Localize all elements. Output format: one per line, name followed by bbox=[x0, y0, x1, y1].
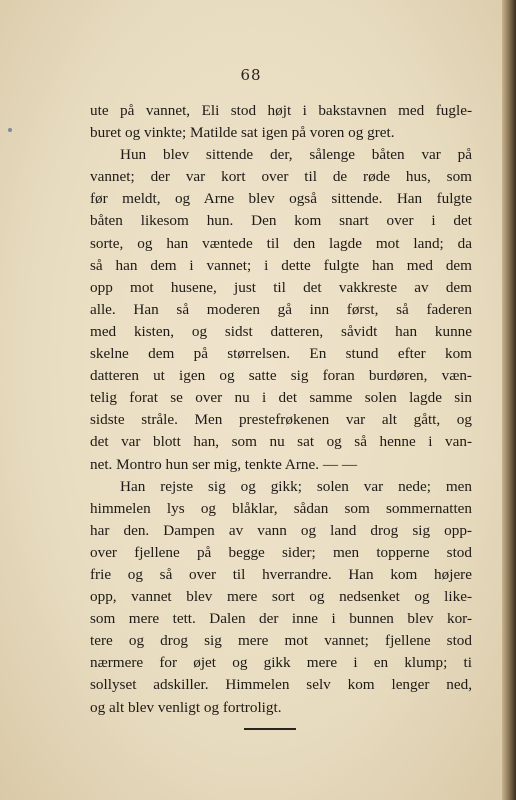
paragraph bbox=[90, 476, 472, 719]
text-line: sorte, og han væntede til den lagde mot land; da bbox=[90, 234, 472, 252]
text-line: ute på vannet, Eli stod højt i bakstavnen med fugle- bbox=[90, 102, 472, 119]
text-line: sidste stråle. Men prestefrøkenen var alt gått, og bbox=[90, 411, 472, 429]
text-line: det var blott han, som nu sat og så henne i van- bbox=[90, 433, 472, 451]
text-line: tere og drog sig mere mot vannet; fjellene stod bbox=[90, 632, 472, 650]
text-line: med kisten, og sidst datteren, såvidt han kunne bbox=[90, 322, 472, 340]
text-line: buret og vinkte; Matilde sat igen på voren og gret. bbox=[90, 124, 395, 142]
text-line: vannet; der var kort over til de røde hus, som bbox=[90, 168, 472, 186]
text-line: før meldt, og Arne blev også sittende. Han fulgte bbox=[90, 190, 472, 208]
text-line: skelne dem på størrelsen. En stund efter kom bbox=[90, 345, 472, 363]
text-line: sollyset adskiller. Himmelen selv kom lenger ned, bbox=[90, 676, 472, 694]
page-edge-shadow bbox=[502, 0, 516, 800]
text-line: datteren ut igen og satte sig foran burdøren, væn- bbox=[90, 367, 472, 385]
text-line: og alt blev venligt og fortroligt. bbox=[90, 698, 282, 716]
text-line: båten likesom hun. Den kom snart over i det bbox=[90, 212, 472, 230]
text-line: net. Montro hun ser mig, tenkte Arne. — — bbox=[90, 455, 358, 473]
text-line: har den. Dampen av vann og land drog sig opp- bbox=[90, 521, 472, 539]
text-line: telig forat se over nu i det samme solen lagde sin bbox=[90, 389, 472, 407]
section-divider bbox=[244, 728, 296, 730]
text-line: opp mot husene, just til det vakkreste av dem bbox=[90, 278, 472, 296]
paragraph bbox=[90, 100, 472, 144]
text-line: himmelen lys og blåklar, sådan som sommernatten bbox=[90, 499, 472, 517]
text-line: nærmere for øjet og gikk mere i en klump; ti bbox=[90, 654, 472, 672]
text-line: frie og så over til hverrandre. Han kom højere bbox=[90, 565, 472, 583]
text-line: så han dem i vannet; i dette fulgte han med dem bbox=[90, 256, 472, 274]
margin-ink-spot bbox=[8, 128, 12, 132]
body-text bbox=[90, 100, 472, 719]
paragraph bbox=[90, 144, 472, 475]
text-line: alle. Han så moderen gå inn først, så faderen bbox=[90, 300, 472, 318]
text-line: som mere tett. Dalen der inne i bunnen blev kor- bbox=[90, 610, 472, 628]
text-line: opp, vannet blev mere sort og nedsenket og like- bbox=[90, 588, 472, 606]
text-line: Hun blev sittende der, sålenge båten var på bbox=[120, 146, 472, 164]
page-number: 68 bbox=[240, 66, 262, 84]
text-line: Han rejste sig og gikk; solen var nede; men bbox=[120, 477, 472, 495]
text-line: over fjellene på begge sider; men topperne stod bbox=[90, 543, 472, 561]
